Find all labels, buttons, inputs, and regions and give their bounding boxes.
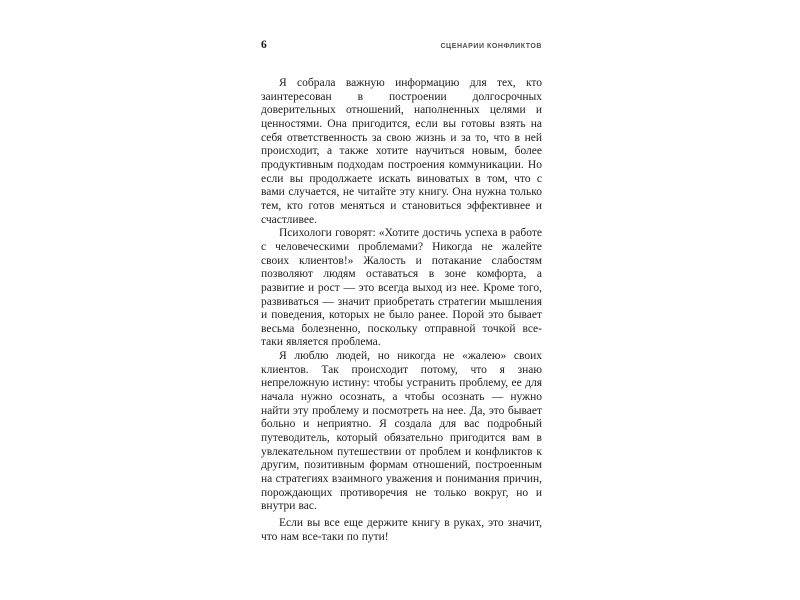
page-header <box>261 39 542 51</box>
running-title: СЦЕНАРИИ КОНФЛИКТОВ <box>440 43 542 50</box>
paragraph: Я люблю людей, но никогда не «жалею» своих клиентов. Так происходит потому, что я знаю непреложную истину: чтобы устранить проблему, ее для начала нужно осознать, а чтобы осознать — нужно найти эту проблему и посмотреть на нее. Да, это бывает больно и неприятно. Я создала для вас подробный путеводитель, который обязательно пригодится вам в увлекательном путешествии от проблем и конфликтов к другим, позитивным формам отношений, построенным на стратегиях взаимного уважения и понимания причин, порождающих противоречия не только вокруг, но и внутри вас. <box>261 350 542 513</box>
text-column <box>261 39 542 544</box>
paragraph: Если вы все еще держите книгу в руках, это значит, что нам все-таки по пути! <box>261 517 542 543</box>
paragraph: Я собрала важную информацию для тех, кто заинтересован в построении долгосрочных доверительных отношений, наполненных целями и ценностями. Она пригодится, если вы готовы взять на себя ответственность за свою жизнь и за то, что в ней происходит, а также хотите научиться новым, более продуктивным подходам построения коммуникации. Но если вы продолжаете искать виноватых в том, что с вами случается, не читайте эту книгу. Она нужна только тем, кто готов меняться и становиться эффективнее и счастливее. <box>261 77 542 226</box>
paragraph: Психологи говорят: «Хотите достичь успеха в работе с человеческими проблемами? Никогда не жалейте своих клиентов!» Жалость и потакание слабостям позволяют людям оставаться в зоне комфорта, а развитие и рост — это всегда выход из нее. Кроме того, развиваться — значит приобретать стратегии мышления и поведения, которых не было ранее. Порой это бывает весьма болезненно, поскольку отправной точкой все-таки является проблема. <box>261 227 542 349</box>
page-number: 6 <box>261 39 267 51</box>
body-text <box>261 77 542 544</box>
